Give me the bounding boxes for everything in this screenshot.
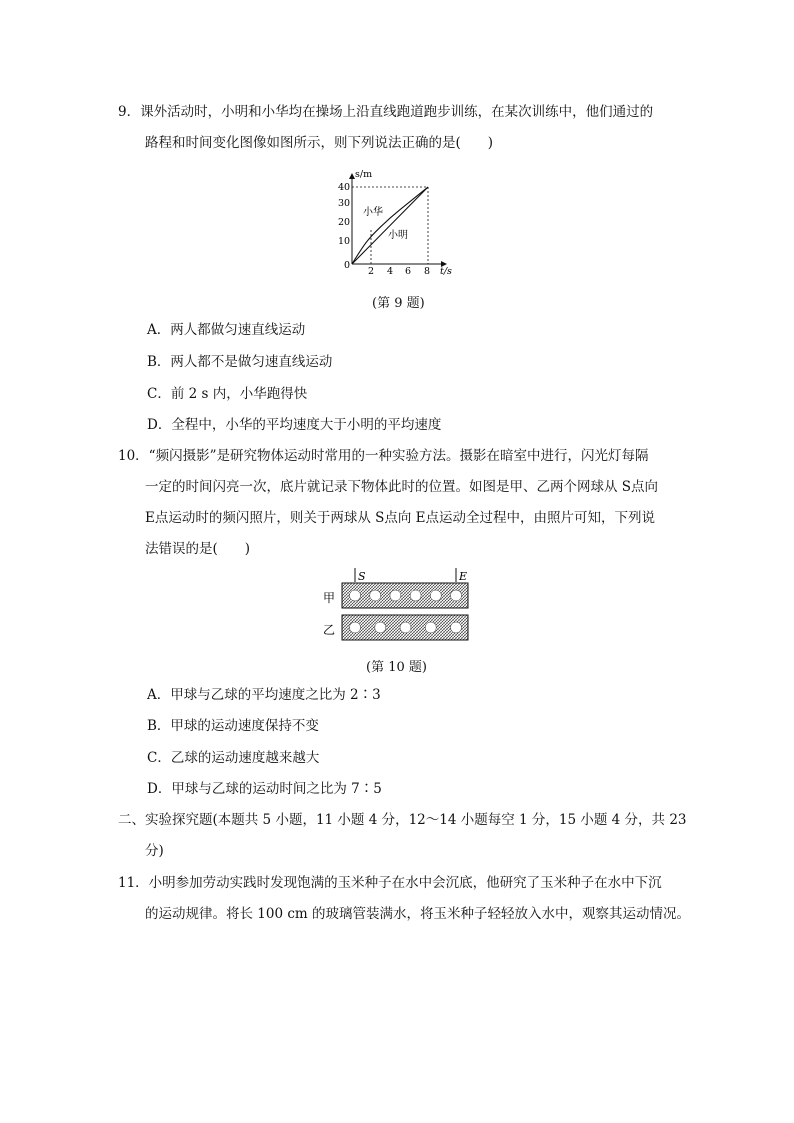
q9-option-b[interactable]: B．两人都不是做匀速直线运动 — [147, 354, 333, 370]
ball-yi-5 — [451, 622, 462, 633]
y-tick-30: 30 — [338, 198, 351, 209]
q10-stem-line-1: 10．“频闪摄影”是研究物体运动时常用的一种实验方法。摄影在暗室中进行，闪光灯每隔 — [118, 448, 649, 464]
ball-yi-1 — [350, 622, 361, 633]
q10-option-c[interactable]: C．乙球的运动速度越来越大 — [147, 750, 320, 766]
row-label-jia: 甲 — [323, 591, 336, 605]
q10-figure-caption: (第 10 题) — [366, 660, 427, 675]
q10-strobe-photo — [318, 566, 474, 646]
ball-yi-4 — [425, 622, 436, 633]
start-label: S — [358, 570, 366, 583]
q9-option-d[interactable]: D．全程中，小华的平均速度大于小明的平均速度 — [147, 417, 442, 433]
ball-jia-2 — [370, 590, 381, 601]
y-tick-40: 40 — [338, 182, 351, 193]
ball-yi-2 — [375, 622, 386, 633]
q11-stem-line-1: 11．小明参加劳动实践时发现饱满的玉米种子在水中会沉底，他研究了玉米种子在水中下沉 — [118, 875, 662, 891]
ball-jia-4 — [410, 590, 421, 601]
x-axis-label: t/s — [440, 266, 452, 276]
end-label: E — [459, 570, 468, 583]
series-label-xiaoming: 小明 — [388, 230, 408, 241]
q10-stem-line-4: 法错误的是( ) — [145, 541, 251, 557]
x-tick-4: 4 — [387, 266, 394, 276]
x-tick-2: 2 — [368, 266, 375, 276]
ball-jia-1 — [350, 590, 361, 601]
origin-label: 0 — [344, 260, 351, 271]
q10-stem-line-2: 一定的时间闪亮一次，底片就记录下物体此时的位置。如图是甲、乙两个网球从 S点向 — [145, 479, 659, 495]
y-tick-10: 10 — [338, 236, 351, 247]
section-2-heading-line-2: 分) — [145, 843, 164, 859]
q10-option-d[interactable]: D．甲球与乙球的运动时间之比为 7∶5 — [147, 781, 382, 797]
ball-jia-6 — [451, 590, 462, 601]
q9-stem-line-1: 9．课外活动时，小明和小华均在操场上沿直线跑道跑步训练，在某次训练中，他们通过的 — [118, 104, 654, 120]
q10-stem-line-3: E点运动时的频闪照片，则关于两球从 S点向 E点运动全过程中，由照片可知，下列说 — [145, 510, 656, 526]
series-label-xiaohua: 小华 — [363, 207, 383, 218]
y-axis-label: s/m — [355, 169, 373, 180]
series-line-xiaoming — [352, 187, 428, 264]
film-strip-jia — [342, 583, 468, 608]
q9-figure-caption: (第 9 题) — [372, 296, 425, 311]
row-label-yi: 乙 — [323, 623, 336, 637]
q10-option-a[interactable]: A．甲球与乙球的平均速度之比为 2∶3 — [147, 687, 381, 703]
q9-st-graph — [330, 168, 460, 276]
x-tick-8: 8 — [424, 266, 431, 276]
q10-option-b[interactable]: B．甲球的运动速度保持不变 — [147, 718, 319, 734]
x-tick-6: 6 — [405, 266, 412, 276]
q9-stem-line-2: 路程和时间变化图像如图所示，则下列说法正确的是( ) — [145, 135, 494, 151]
ball-jia-5 — [430, 590, 441, 601]
q9-option-a[interactable]: A．两人都做匀速直线运动 — [147, 322, 306, 338]
ball-yi-3 — [400, 622, 411, 633]
section-2-heading-line-1: 二、实验探究题(本题共 5 小题，11 小题 4 分，12～14 小题每空 1 分，15 小题 4 分，共 23 — [118, 812, 687, 828]
q11-stem-line-2: 的运动规律。将长 100 cm 的玻璃管装满水，将玉米种子轻轻放入水中，观察其运动情况。 — [145, 906, 691, 922]
y-tick-20: 20 — [338, 217, 351, 228]
ball-jia-3 — [390, 590, 401, 601]
q9-option-c[interactable]: C．前 2 s 内，小华跑得快 — [147, 386, 308, 402]
